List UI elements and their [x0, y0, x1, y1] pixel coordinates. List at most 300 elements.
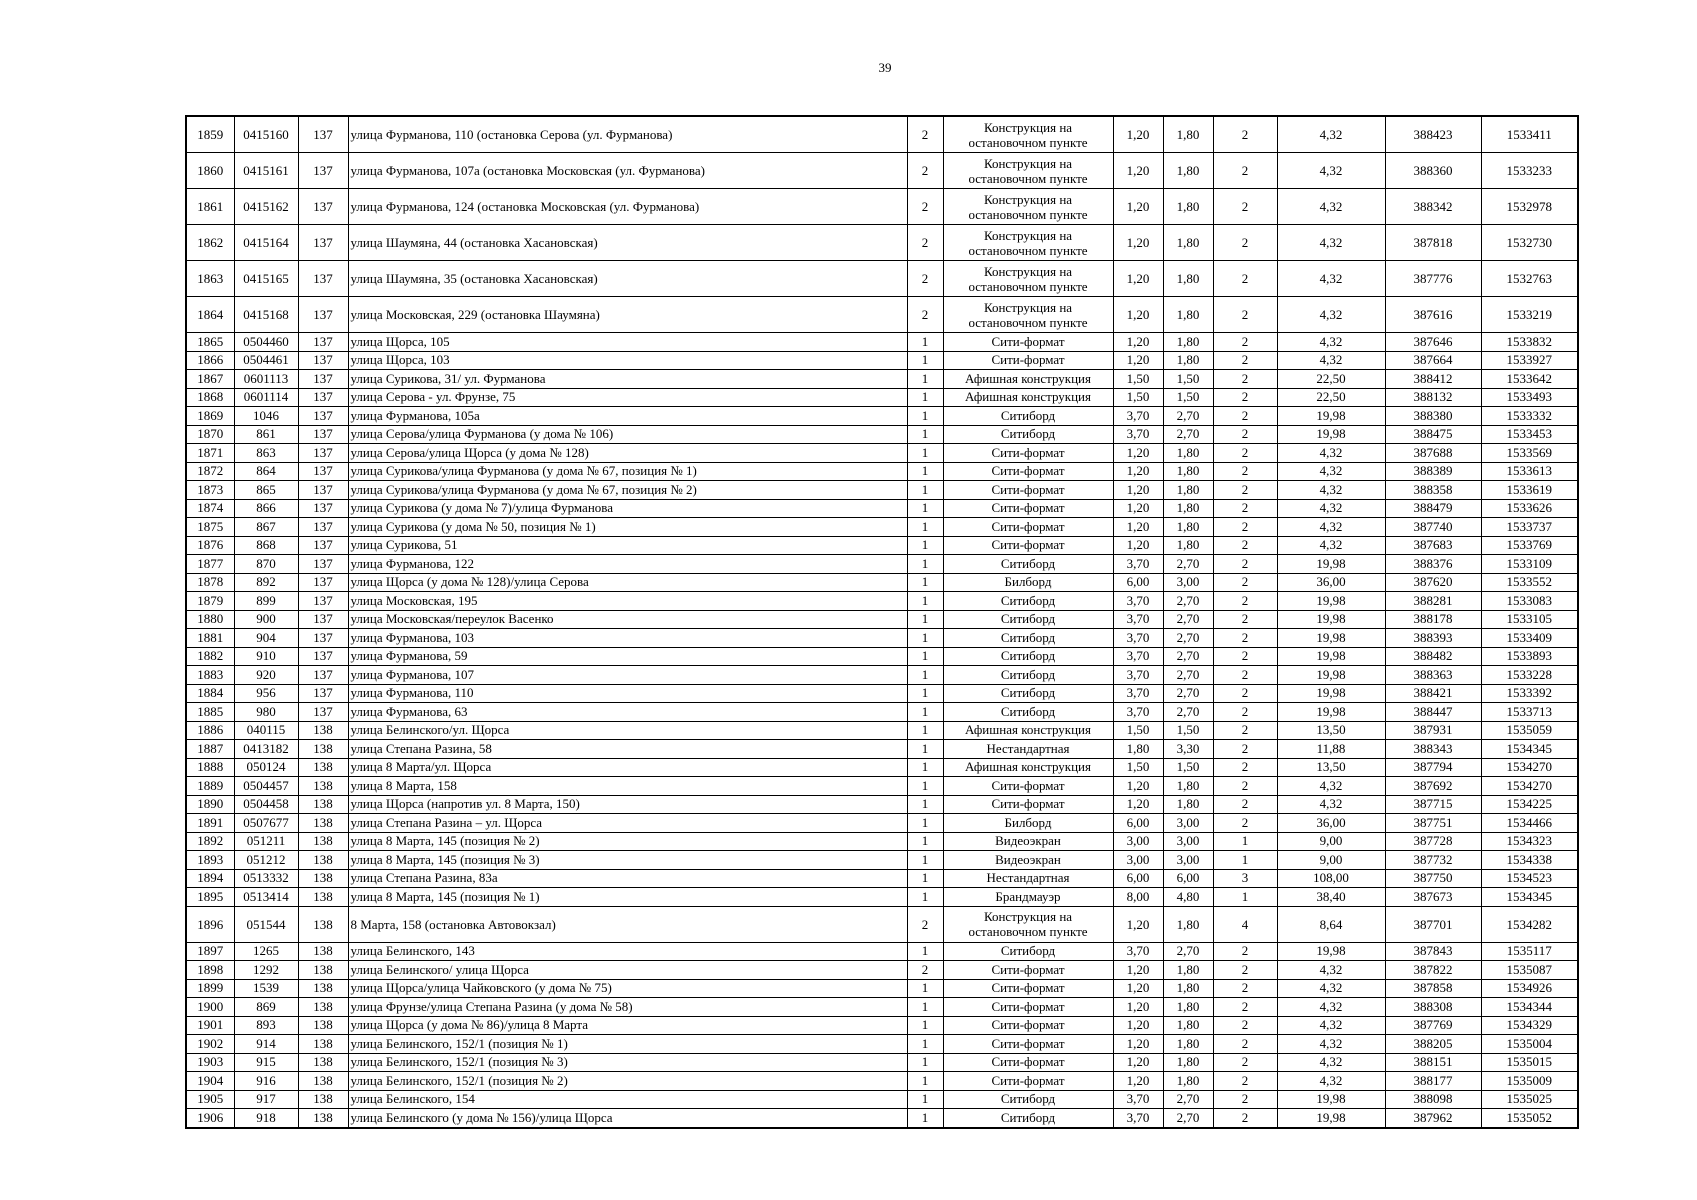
row-number-cell: 1899: [186, 979, 234, 998]
construction-type-cell: Афишная конструкция: [943, 370, 1113, 389]
sides-count-cell: 1: [907, 1072, 943, 1091]
object-code-cell: 0413182: [234, 740, 298, 759]
area-cell: 19,98: [1277, 684, 1385, 703]
faces-count-cell: 2: [1213, 1109, 1277, 1128]
district-code-cell: 138: [298, 961, 348, 980]
coord-x-cell: 388151: [1385, 1053, 1481, 1072]
district-code-cell: 138: [298, 814, 348, 833]
district-code-cell: 137: [298, 153, 348, 189]
height-cell: 1,80: [1163, 795, 1213, 814]
area-cell: 13,50: [1277, 758, 1385, 777]
construction-type-cell: Сити-формат: [943, 795, 1113, 814]
table-row: [186, 740, 1578, 759]
width-cell: 8,00: [1113, 888, 1163, 907]
height-cell: 1,80: [1163, 444, 1213, 463]
coord-y-cell: 1533642: [1481, 370, 1578, 389]
row-number-cell: 1875: [186, 518, 234, 537]
sides-count-cell: 1: [907, 481, 943, 500]
faces-count-cell: 1: [1213, 832, 1277, 851]
width-cell: 1,20: [1113, 444, 1163, 463]
faces-count-cell: 2: [1213, 573, 1277, 592]
faces-count-cell: 2: [1213, 942, 1277, 961]
table-row: [186, 684, 1578, 703]
sides-count-cell: 1: [907, 388, 943, 407]
coord-y-cell: 1533411: [1481, 116, 1578, 153]
coord-x-cell: 387794: [1385, 758, 1481, 777]
table-row: [186, 888, 1578, 907]
coord-y-cell: 1534323: [1481, 832, 1578, 851]
faces-count-cell: 2: [1213, 333, 1277, 352]
coord-x-cell: 387701: [1385, 906, 1481, 942]
coord-y-cell: 1532978: [1481, 189, 1578, 225]
address-cell: улица Фурманова, 107а (остановка Московская (ул. Фурманова): [348, 153, 907, 189]
construction-type-cell: Конструкция на остановочном пункте: [943, 153, 1113, 189]
faces-count-cell: 3: [1213, 869, 1277, 888]
coord-y-cell: 1533832: [1481, 333, 1578, 352]
sides-count-cell: 1: [907, 942, 943, 961]
width-cell: 1,20: [1113, 536, 1163, 555]
construction-type-cell: Сити-формат: [943, 351, 1113, 370]
sides-count-cell: 1: [907, 814, 943, 833]
area-cell: 19,98: [1277, 647, 1385, 666]
area-cell: 4,32: [1277, 116, 1385, 153]
height-cell: 2,70: [1163, 703, 1213, 722]
coord-x-cell: 387688: [1385, 444, 1481, 463]
area-cell: 9,00: [1277, 832, 1385, 851]
object-code-cell: 914: [234, 1035, 298, 1054]
height-cell: 2,70: [1163, 407, 1213, 426]
district-code-cell: 138: [298, 721, 348, 740]
sides-count-cell: 1: [907, 795, 943, 814]
area-cell: 4,32: [1277, 998, 1385, 1017]
height-cell: 1,80: [1163, 499, 1213, 518]
address-cell: улица Щорса/улица Чайковского (у дома № 75): [348, 979, 907, 998]
construction-type-cell: Видеоэкран: [943, 832, 1113, 851]
coord-y-cell: 1533219: [1481, 297, 1578, 333]
coord-y-cell: 1533409: [1481, 629, 1578, 648]
address-cell: улица Фурманова, 122: [348, 555, 907, 574]
sides-count-cell: 1: [907, 758, 943, 777]
coord-y-cell: 1533392: [1481, 684, 1578, 703]
faces-count-cell: 2: [1213, 388, 1277, 407]
width-cell: 1,20: [1113, 1016, 1163, 1035]
coord-x-cell: 388421: [1385, 684, 1481, 703]
row-number-cell: 1889: [186, 777, 234, 796]
district-code-cell: 138: [298, 979, 348, 998]
coord-y-cell: 1533927: [1481, 351, 1578, 370]
area-cell: 4,32: [1277, 961, 1385, 980]
height-cell: 2,70: [1163, 666, 1213, 685]
width-cell: 3,70: [1113, 942, 1163, 961]
width-cell: 1,20: [1113, 297, 1163, 333]
table-row: [186, 153, 1578, 189]
height-cell: 2,70: [1163, 629, 1213, 648]
address-cell: улица Белинского, 152/1 (позиция № 2): [348, 1072, 907, 1091]
sides-count-cell: 1: [907, 333, 943, 352]
width-cell: 3,00: [1113, 832, 1163, 851]
table-row: [186, 979, 1578, 998]
table-row: [186, 629, 1578, 648]
coord-y-cell: 1533233: [1481, 153, 1578, 189]
row-number-cell: 1892: [186, 832, 234, 851]
table-row: [186, 1072, 1578, 1091]
coord-x-cell: 387728: [1385, 832, 1481, 851]
area-cell: 19,98: [1277, 610, 1385, 629]
area-cell: 19,98: [1277, 942, 1385, 961]
sides-count-cell: 1: [907, 666, 943, 685]
district-code-cell: 138: [298, 795, 348, 814]
coord-x-cell: 388281: [1385, 592, 1481, 611]
construction-type-cell: Сити-формат: [943, 1035, 1113, 1054]
address-cell: улица Шаумяна, 35 (остановка Хасановская): [348, 261, 907, 297]
height-cell: 1,80: [1163, 225, 1213, 261]
coord-y-cell: 1534270: [1481, 777, 1578, 796]
coord-x-cell: 388412: [1385, 370, 1481, 389]
coord-y-cell: 1533619: [1481, 481, 1578, 500]
coord-y-cell: 1532730: [1481, 225, 1578, 261]
row-number-cell: 1885: [186, 703, 234, 722]
sides-count-cell: 1: [907, 869, 943, 888]
table-row: [186, 333, 1578, 352]
width-cell: 3,70: [1113, 666, 1163, 685]
sides-count-cell: 1: [907, 851, 943, 870]
table-row: [186, 906, 1578, 942]
table-row: [186, 536, 1578, 555]
address-cell: улица Щорса (у дома № 86)/улица 8 Марта: [348, 1016, 907, 1035]
height-cell: 1,80: [1163, 1016, 1213, 1035]
height-cell: 1,80: [1163, 1053, 1213, 1072]
width-cell: 1,20: [1113, 333, 1163, 352]
row-number-cell: 1904: [186, 1072, 234, 1091]
width-cell: 1,20: [1113, 777, 1163, 796]
row-number-cell: 1870: [186, 425, 234, 444]
faces-count-cell: 2: [1213, 1090, 1277, 1109]
district-code-cell: 137: [298, 444, 348, 463]
faces-count-cell: 1: [1213, 888, 1277, 907]
sides-count-cell: 1: [907, 425, 943, 444]
coord-x-cell: 387931: [1385, 721, 1481, 740]
table-row: [186, 942, 1578, 961]
district-code-cell: 138: [298, 869, 348, 888]
construction-type-cell: Нестандартная: [943, 869, 1113, 888]
area-cell: 4,32: [1277, 1035, 1385, 1054]
district-code-cell: 138: [298, 1016, 348, 1035]
construction-type-cell: Конструкция на остановочном пункте: [943, 297, 1113, 333]
sides-count-cell: 1: [907, 647, 943, 666]
construction-type-cell: Сити-формат: [943, 518, 1113, 537]
height-cell: 1,50: [1163, 758, 1213, 777]
district-code-cell: 137: [298, 462, 348, 481]
construction-type-cell: Сити-формат: [943, 1072, 1113, 1091]
sides-count-cell: 1: [907, 1109, 943, 1128]
table-row: [186, 1016, 1578, 1035]
height-cell: 2,70: [1163, 425, 1213, 444]
object-code-cell: 050124: [234, 758, 298, 777]
height-cell: 1,80: [1163, 518, 1213, 537]
district-code-cell: 138: [298, 906, 348, 942]
faces-count-cell: 2: [1213, 499, 1277, 518]
height-cell: 3,00: [1163, 832, 1213, 851]
address-cell: улица Фурманова, 59: [348, 647, 907, 666]
row-number-cell: 1874: [186, 499, 234, 518]
coord-x-cell: 388363: [1385, 666, 1481, 685]
address-cell: улица Московская, 195: [348, 592, 907, 611]
address-cell: улица Фрунзе/улица Степана Разина (у дома № 58): [348, 998, 907, 1017]
table-row: [186, 481, 1578, 500]
construction-type-cell: Сити-формат: [943, 462, 1113, 481]
address-cell: улица Белинского, 143: [348, 942, 907, 961]
address-cell: улица Сурикова (у дома № 7)/улица Фурманова: [348, 499, 907, 518]
faces-count-cell: 2: [1213, 814, 1277, 833]
height-cell: 1,80: [1163, 998, 1213, 1017]
coord-y-cell: 1533737: [1481, 518, 1578, 537]
table-row: [186, 869, 1578, 888]
coord-x-cell: 388360: [1385, 153, 1481, 189]
table-row: [186, 425, 1578, 444]
area-cell: 4,32: [1277, 979, 1385, 998]
faces-count-cell: 2: [1213, 153, 1277, 189]
district-code-cell: 138: [298, 777, 348, 796]
sides-count-cell: 1: [907, 462, 943, 481]
width-cell: 3,00: [1113, 851, 1163, 870]
row-number-cell: 1860: [186, 153, 234, 189]
height-cell: 1,80: [1163, 1072, 1213, 1091]
coord-x-cell: 387620: [1385, 573, 1481, 592]
object-code-cell: 0415168: [234, 297, 298, 333]
object-code-cell: 916: [234, 1072, 298, 1091]
address-cell: улица Щорса (у дома № 128)/улица Серова: [348, 573, 907, 592]
address-cell: улица Сурикова/улица Фурманова (у дома № 67, позиция № 2): [348, 481, 907, 500]
height-cell: 1,80: [1163, 261, 1213, 297]
table-row: [186, 189, 1578, 225]
district-code-cell: 137: [298, 703, 348, 722]
address-cell: улица 8 Марта, 145 (позиция № 2): [348, 832, 907, 851]
construction-type-cell: Конструкция на остановочном пункте: [943, 261, 1113, 297]
construction-type-cell: Сити-формат: [943, 499, 1113, 518]
row-number-cell: 1891: [186, 814, 234, 833]
coord-y-cell: 1535117: [1481, 942, 1578, 961]
object-code-cell: 0504461: [234, 351, 298, 370]
district-code-cell: 137: [298, 333, 348, 352]
sides-count-cell: 1: [907, 351, 943, 370]
height-cell: 1,80: [1163, 777, 1213, 796]
address-cell: улица 8 Марта, 145 (позиция № 3): [348, 851, 907, 870]
width-cell: 1,20: [1113, 116, 1163, 153]
row-number-cell: 1879: [186, 592, 234, 611]
object-code-cell: 920: [234, 666, 298, 685]
sides-count-cell: 1: [907, 721, 943, 740]
address-cell: улица Фурманова, 107: [348, 666, 907, 685]
row-number-cell: 1884: [186, 684, 234, 703]
object-code-cell: 1292: [234, 961, 298, 980]
height-cell: 1,80: [1163, 351, 1213, 370]
district-code-cell: 138: [298, 1035, 348, 1054]
coord-x-cell: 388098: [1385, 1090, 1481, 1109]
object-code-cell: 0507677: [234, 814, 298, 833]
object-code-cell: 0415165: [234, 261, 298, 297]
row-number-cell: 1900: [186, 998, 234, 1017]
object-code-cell: 0504460: [234, 333, 298, 352]
coord-x-cell: 387962: [1385, 1109, 1481, 1128]
area-cell: 36,00: [1277, 814, 1385, 833]
construction-type-cell: Афишная конструкция: [943, 388, 1113, 407]
district-code-cell: 138: [298, 1090, 348, 1109]
row-number-cell: 1878: [186, 573, 234, 592]
height-cell: 1,80: [1163, 116, 1213, 153]
object-code-cell: 868: [234, 536, 298, 555]
height-cell: 3,00: [1163, 851, 1213, 870]
address-cell: улица Белинского, 152/1 (позиция № 1): [348, 1035, 907, 1054]
construction-type-cell: Сити-формат: [943, 998, 1113, 1017]
table-row: [186, 573, 1578, 592]
object-code-cell: 861: [234, 425, 298, 444]
coord-x-cell: 387751: [1385, 814, 1481, 833]
row-number-cell: 1894: [186, 869, 234, 888]
area-cell: 4,32: [1277, 297, 1385, 333]
area-cell: 9,00: [1277, 851, 1385, 870]
coord-y-cell: 1533552: [1481, 573, 1578, 592]
coord-y-cell: 1533332: [1481, 407, 1578, 426]
address-cell: улица Сурикова, 51: [348, 536, 907, 555]
address-cell: улица Белинского, 154: [348, 1090, 907, 1109]
table-row: [186, 407, 1578, 426]
area-cell: 4,32: [1277, 777, 1385, 796]
object-code-cell: 1539: [234, 979, 298, 998]
height-cell: 2,70: [1163, 647, 1213, 666]
sides-count-cell: 1: [907, 684, 943, 703]
faces-count-cell: 2: [1213, 1035, 1277, 1054]
district-code-cell: 138: [298, 851, 348, 870]
width-cell: 1,20: [1113, 351, 1163, 370]
coord-y-cell: 1535009: [1481, 1072, 1578, 1091]
faces-count-cell: 2: [1213, 961, 1277, 980]
address-cell: улица Белинского, 152/1 (позиция № 3): [348, 1053, 907, 1072]
faces-count-cell: 2: [1213, 462, 1277, 481]
area-cell: 108,00: [1277, 869, 1385, 888]
coord-x-cell: 388358: [1385, 481, 1481, 500]
area-cell: 4,32: [1277, 153, 1385, 189]
width-cell: 3,70: [1113, 703, 1163, 722]
height-cell: 1,80: [1163, 189, 1213, 225]
coord-x-cell: 388177: [1385, 1072, 1481, 1091]
sides-count-cell: 1: [907, 629, 943, 648]
district-code-cell: 138: [298, 832, 348, 851]
table-row: [186, 370, 1578, 389]
coord-y-cell: 1533105: [1481, 610, 1578, 629]
object-code-cell: 0504457: [234, 777, 298, 796]
address-cell: улица Белинского/ул. Щорса: [348, 721, 907, 740]
row-number-cell: 1882: [186, 647, 234, 666]
coord-x-cell: 387822: [1385, 961, 1481, 980]
row-number-cell: 1865: [186, 333, 234, 352]
coord-y-cell: 1532763: [1481, 261, 1578, 297]
object-code-cell: 040115: [234, 721, 298, 740]
construction-type-cell: Ситиборд: [943, 407, 1113, 426]
district-code-cell: 137: [298, 684, 348, 703]
object-code-cell: 0601114: [234, 388, 298, 407]
coord-y-cell: 1535059: [1481, 721, 1578, 740]
faces-count-cell: 2: [1213, 703, 1277, 722]
table-row: [186, 795, 1578, 814]
address-cell: улица Сурикова, 31/ ул. Фурманова: [348, 370, 907, 389]
row-number-cell: 1861: [186, 189, 234, 225]
construction-type-cell: Ситиборд: [943, 592, 1113, 611]
coord-y-cell: 1533613: [1481, 462, 1578, 481]
height-cell: 1,80: [1163, 961, 1213, 980]
object-code-cell: 893: [234, 1016, 298, 1035]
object-code-cell: 980: [234, 703, 298, 722]
sides-count-cell: 1: [907, 979, 943, 998]
district-code-cell: 137: [298, 370, 348, 389]
row-number-cell: 1888: [186, 758, 234, 777]
area-cell: 19,98: [1277, 407, 1385, 426]
object-code-cell: 0415162: [234, 189, 298, 225]
height-cell: 3,30: [1163, 740, 1213, 759]
district-code-cell: 137: [298, 666, 348, 685]
address-cell: улица Фурманова, 110: [348, 684, 907, 703]
row-number-cell: 1868: [186, 388, 234, 407]
row-number-cell: 1903: [186, 1053, 234, 1072]
faces-count-cell: 2: [1213, 758, 1277, 777]
coord-y-cell: 1535087: [1481, 961, 1578, 980]
row-number-cell: 1871: [186, 444, 234, 463]
coord-y-cell: 1535025: [1481, 1090, 1578, 1109]
district-code-cell: 138: [298, 1072, 348, 1091]
faces-count-cell: 2: [1213, 261, 1277, 297]
object-code-cell: 864: [234, 462, 298, 481]
address-cell: улица Степана Разина, 58: [348, 740, 907, 759]
object-code-cell: 1265: [234, 942, 298, 961]
height-cell: 2,70: [1163, 555, 1213, 574]
area-cell: 11,88: [1277, 740, 1385, 759]
area-cell: 4,32: [1277, 1053, 1385, 1072]
address-cell: улица Щорса, 103: [348, 351, 907, 370]
row-number-cell: 1873: [186, 481, 234, 500]
coord-x-cell: 387843: [1385, 942, 1481, 961]
table-row: [186, 592, 1578, 611]
row-number-cell: 1886: [186, 721, 234, 740]
district-code-cell: 137: [298, 261, 348, 297]
faces-count-cell: 2: [1213, 610, 1277, 629]
sides-count-cell: 1: [907, 1053, 943, 1072]
sides-count-cell: 1: [907, 1016, 943, 1035]
width-cell: 1,50: [1113, 388, 1163, 407]
table-row: [186, 832, 1578, 851]
coord-x-cell: 387646: [1385, 333, 1481, 352]
area-cell: 4,32: [1277, 333, 1385, 352]
area-cell: 38,40: [1277, 888, 1385, 907]
object-code-cell: 0513414: [234, 888, 298, 907]
faces-count-cell: 2: [1213, 1072, 1277, 1091]
area-cell: 19,98: [1277, 425, 1385, 444]
construction-type-cell: Ситиборд: [943, 1090, 1113, 1109]
area-cell: 19,98: [1277, 1090, 1385, 1109]
faces-count-cell: 2: [1213, 795, 1277, 814]
object-code-cell: 0415160: [234, 116, 298, 153]
width-cell: 3,70: [1113, 425, 1163, 444]
height-cell: 1,80: [1163, 979, 1213, 998]
faces-count-cell: 2: [1213, 647, 1277, 666]
row-number-cell: 1896: [186, 906, 234, 942]
area-cell: 4,32: [1277, 795, 1385, 814]
area-cell: 22,50: [1277, 388, 1385, 407]
district-code-cell: 137: [298, 573, 348, 592]
coord-x-cell: 387715: [1385, 795, 1481, 814]
faces-count-cell: 2: [1213, 425, 1277, 444]
width-cell: 1,20: [1113, 979, 1163, 998]
width-cell: 1,20: [1113, 1072, 1163, 1091]
height-cell: 2,70: [1163, 1109, 1213, 1128]
